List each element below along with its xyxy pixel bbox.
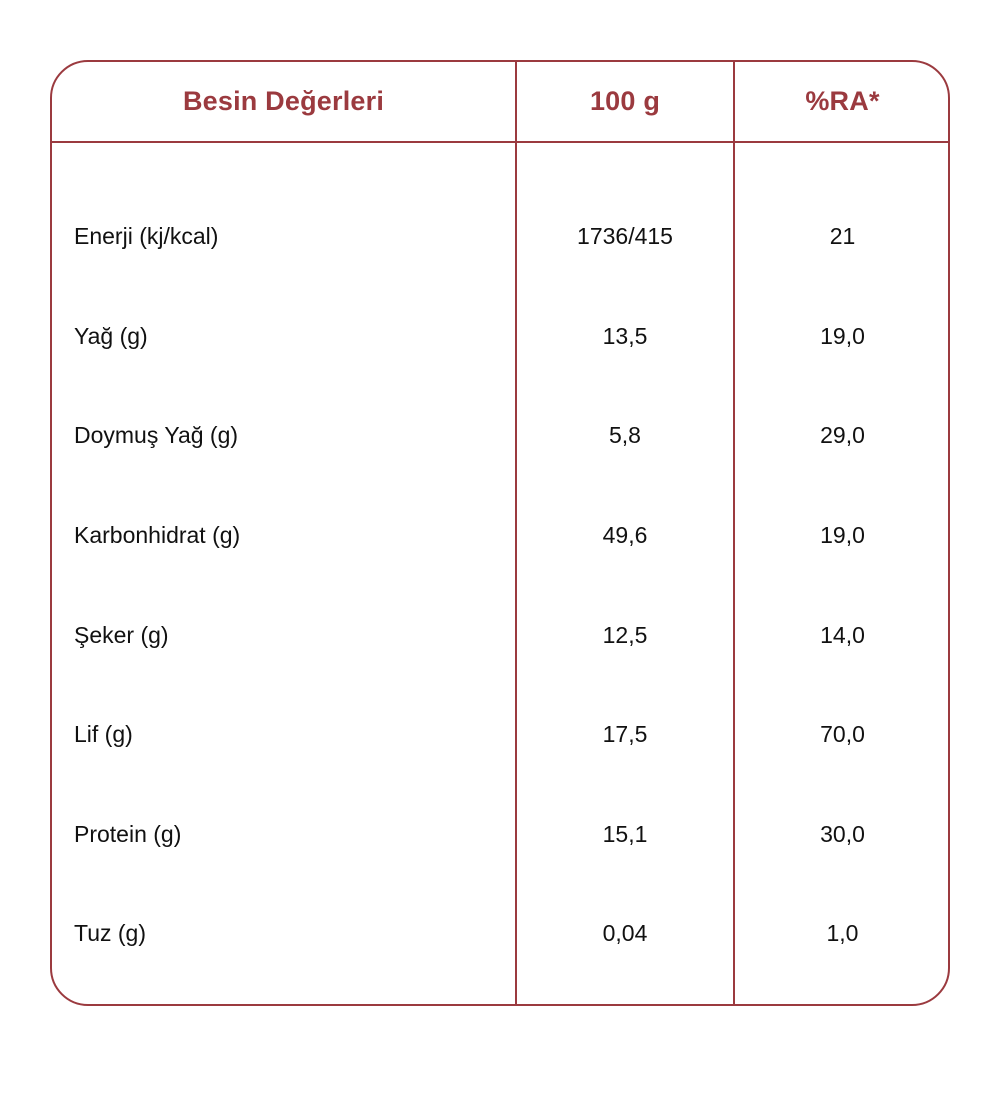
- ra-value: 14,0: [820, 621, 865, 648]
- per-100g-value: 49,6: [602, 522, 648, 549]
- ra-value: 29,0: [820, 422, 865, 449]
- ra-value: 70,0: [820, 721, 865, 748]
- per-100g-value: 12,5: [602, 621, 648, 648]
- table-body: [52, 187, 948, 984]
- ra-value: 19,0: [820, 322, 865, 349]
- header-nutrient-values: Besin Değerleri: [182, 86, 385, 116]
- per-100g-value: 17,5: [602, 721, 648, 748]
- table-row: [52, 386, 948, 486]
- ra-value: 21: [829, 223, 856, 250]
- per-100g-value: 13,5: [602, 322, 648, 349]
- per-100g-value: 5,8: [609, 422, 641, 449]
- header-per-100g: 100 g: [589, 86, 661, 116]
- nutrient-name: Yağ (g): [74, 322, 148, 349]
- per-100g-value: 15,1: [602, 820, 648, 847]
- header-reference-intake: %RA*: [805, 86, 880, 116]
- nutrient-name: Şeker (g): [74, 621, 169, 648]
- nutrient-name: Karbonhidrat (g): [74, 522, 241, 549]
- ra-value: 19,0: [820, 522, 865, 549]
- nutrition-table: [50, 60, 950, 1006]
- ra-value: 30,0: [820, 820, 865, 847]
- table-row: [52, 287, 948, 387]
- table-row: [52, 585, 948, 685]
- header-divider: [52, 141, 948, 143]
- nutrient-name: Lif (g): [74, 721, 133, 748]
- table-row: [52, 486, 948, 586]
- nutrient-name: Doymuş Yağ (g): [74, 422, 239, 449]
- nutrient-name: Enerji (kj/kcal): [74, 223, 219, 250]
- nutrient-name: Protein (g): [74, 820, 182, 847]
- table-row: [52, 685, 948, 785]
- ra-value: 1,0: [826, 920, 859, 947]
- table-row: [52, 785, 948, 885]
- table-row: [52, 884, 948, 984]
- per-100g-value: 1736/415: [577, 223, 673, 250]
- table-row: [52, 187, 948, 287]
- per-100g-value: 0,04: [602, 920, 648, 947]
- nutrient-name: Tuz (g): [74, 920, 146, 947]
